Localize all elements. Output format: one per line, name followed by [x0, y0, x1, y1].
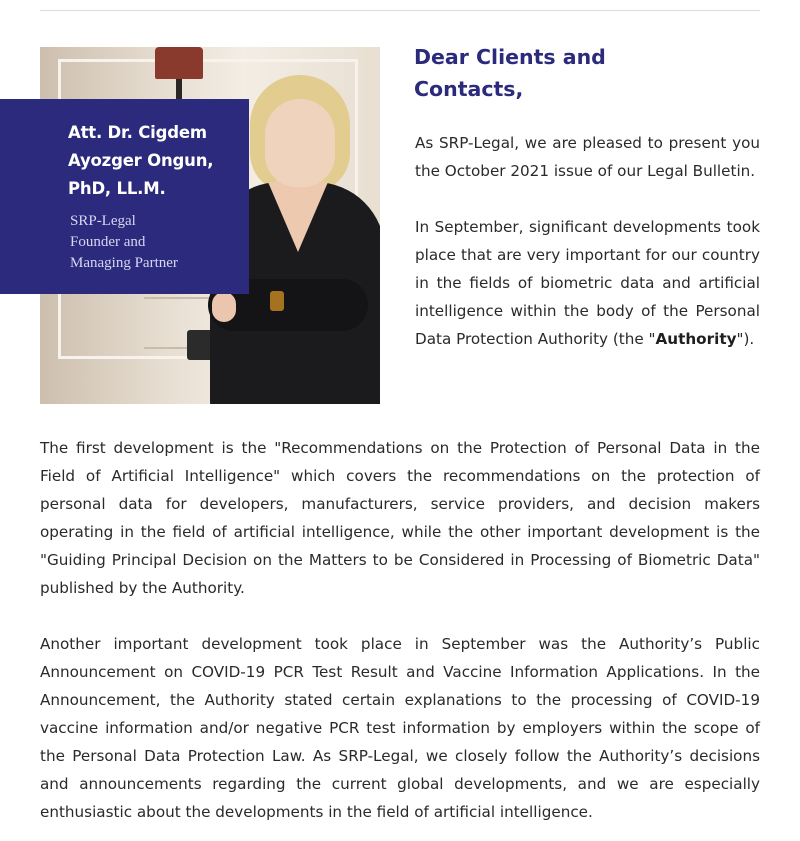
intro-paragraph-authority — [415, 213, 760, 353]
bulletin-body — [40, 434, 760, 826]
body-paragraph: The first development is the "Recommendations on the Protection of Personal Data in the Field of Artificial Intelligence" which covers the recommendations on the protection of personal data for developers, manufacturers, service providers, and decision makers operating in the field of artificial intelligence, while the other important development is the "Guiding Principal Decision on the Matters to be Considered in Processing of Biometric Data" published by the Authority. — [40, 439, 760, 597]
portrait-hand — [212, 292, 236, 322]
portrait-caption-box — [0, 99, 249, 294]
lamp-shade — [155, 47, 203, 79]
founder-role — [70, 211, 233, 274]
intro-column — [415, 129, 760, 353]
body-paragraph: Another important development took place in September was the Authority’s Public Announcement on COVID-19 PCR Test Result and Vaccine Information Applications. In the Announcement, the Authority stated certain explanations to the processing of COVID-19 vaccine information and/or negative PCR test information by employers within the scope of the Personal Data Protection Law. As SRP-Legal, we closely follow the Authority’s decisions and announcements regarding the current global developments, and we are especially enthusiastic about the developments in the field of artificial intelligence. — [40, 635, 760, 821]
paragraph-text: "). — [736, 330, 755, 348]
paragraph-text: In September, significant developments took place that are very important for our country in the fields of biometric data and artificial intelligence within the body of the Personal Data Protection Authority (the " — [415, 218, 760, 348]
intro-paragraph: As SRP-Legal, we are pleased to present you the October 2021 issue of our Legal Bulletin. — [415, 134, 760, 180]
greeting-line: Dear Clients and — [414, 45, 606, 69]
portrait-bracelet — [270, 291, 284, 311]
portrait-face — [265, 99, 335, 187]
greeting-line: Contacts, — [414, 77, 524, 101]
founder-name-line: PhD, LL.M. — [68, 179, 166, 198]
founder-name-line: Ayozger Ongun, — [68, 151, 214, 170]
top-divider — [40, 10, 760, 11]
greeting-heading — [414, 41, 714, 105]
founder-role-line: SRP-Legal — [70, 213, 136, 229]
authority-term: Authority — [655, 330, 737, 348]
founder-name-line: Att. Dr. Cigdem — [68, 123, 207, 142]
founder-name — [68, 119, 233, 203]
founder-role-line: Founder and — [70, 234, 146, 250]
portrait-neckline — [268, 182, 328, 252]
founder-role-line: Managing Partner — [70, 255, 178, 271]
